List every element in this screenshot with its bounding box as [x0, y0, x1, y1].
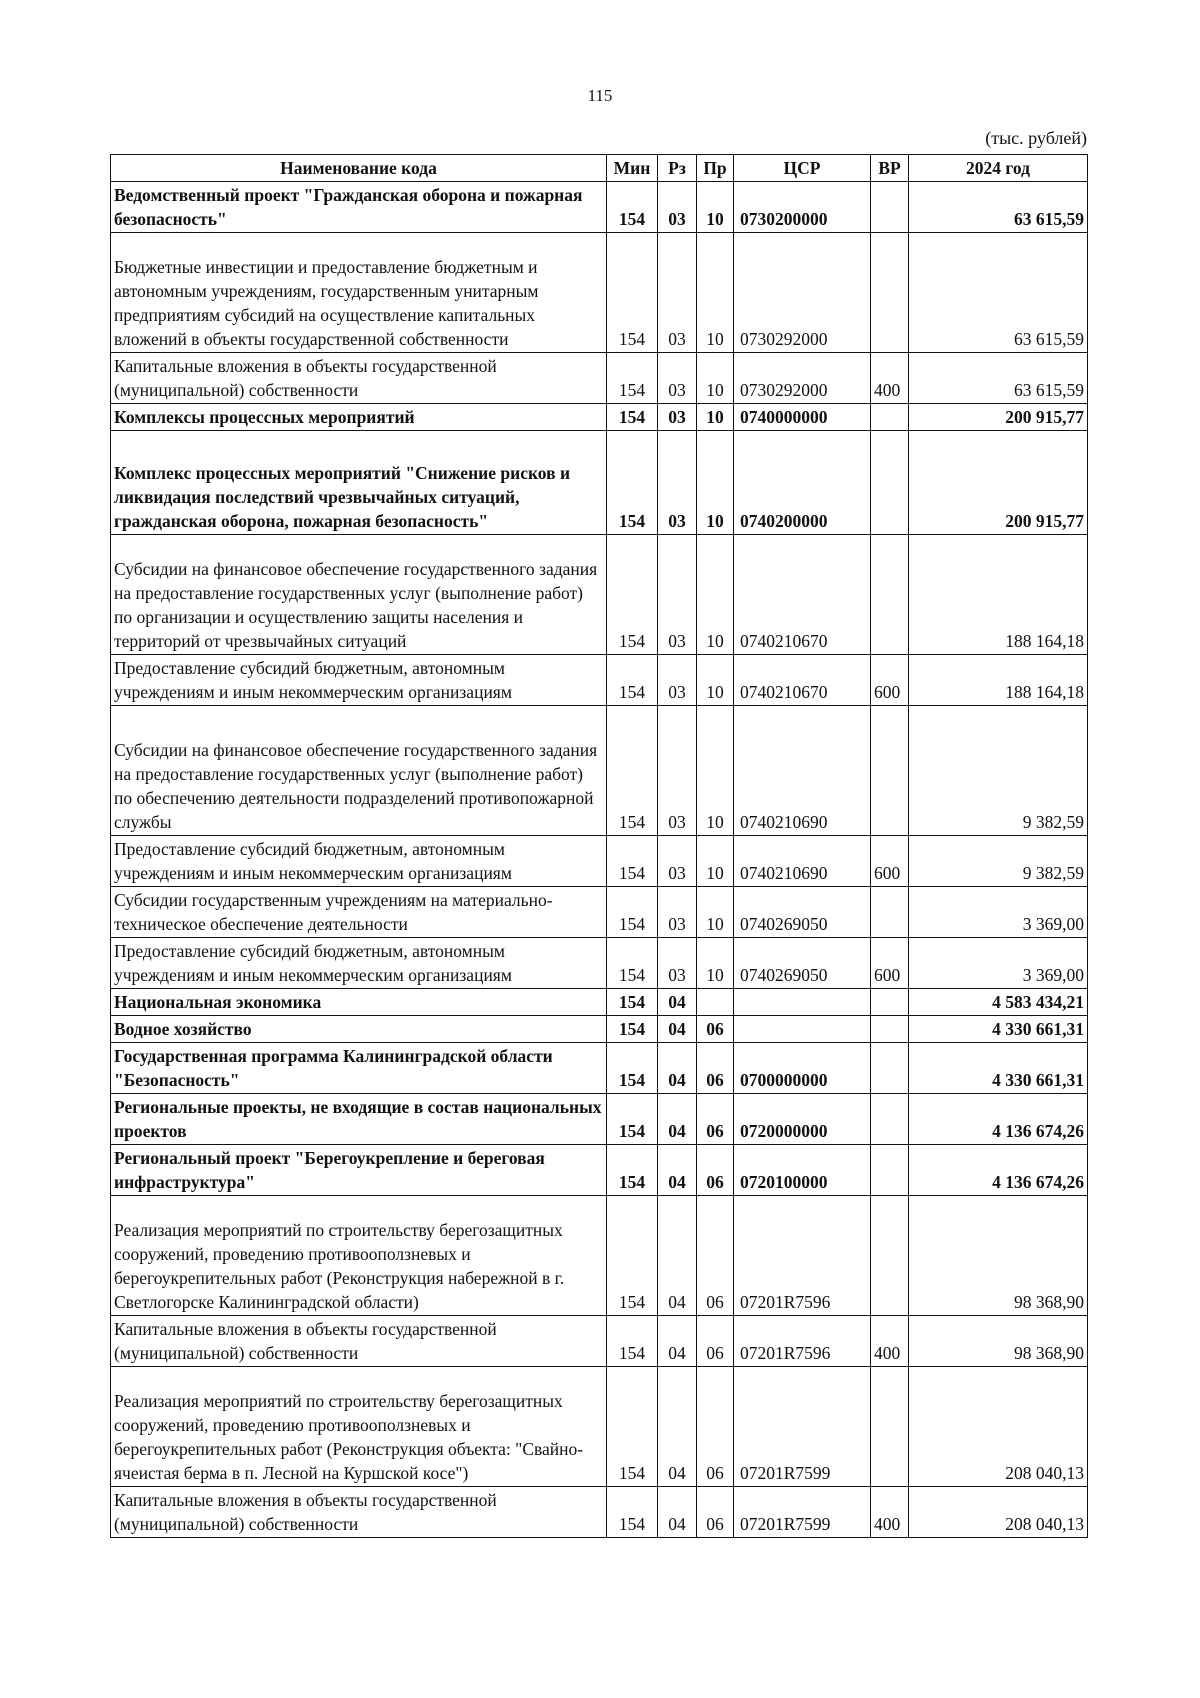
table-row	[111, 1016, 1088, 1043]
cell-name: Капитальные вложения в объекты государственной (муниципальной) собственности	[111, 1316, 607, 1367]
units-label: (тыс. рублей)	[985, 128, 1087, 148]
cell-name: Национальная экономика	[111, 989, 607, 1016]
cell-pr: 10	[697, 836, 734, 887]
cell-vr	[871, 535, 909, 655]
cell-name: Предоставление субсидий бюджетным, автономным учреждениям и иным некоммерческим организациям	[111, 655, 607, 706]
cell-sum: 4 136 674,26	[909, 1094, 1088, 1145]
table-row	[111, 535, 1088, 655]
cell-vr: 600	[871, 655, 909, 706]
cell-rz: 04	[658, 1367, 697, 1487]
cell-name: Региональные проекты, не входящие в состав национальных проектов	[111, 1094, 607, 1145]
table-row	[111, 353, 1088, 404]
cell-name: Ведомственный проект "Гражданская оборона и пожарная безопасность"	[111, 182, 607, 233]
column-header-csr: ЦСР	[734, 155, 871, 182]
cell-sum: 9 382,59	[909, 836, 1088, 887]
cell-sum: 63 615,59	[909, 182, 1088, 233]
cell-pr: 10	[697, 655, 734, 706]
cell-min: 154	[607, 1487, 658, 1538]
cell-pr: 10	[697, 353, 734, 404]
cell-pr: 06	[697, 1094, 734, 1145]
cell-min: 154	[607, 706, 658, 836]
cell-rz: 04	[658, 1196, 697, 1316]
cell-vr	[871, 1016, 909, 1043]
budget-table	[110, 154, 1088, 1538]
cell-csr: 0730292000	[734, 233, 871, 353]
cell-pr: 06	[697, 1043, 734, 1094]
cell-csr: 0740269050	[734, 938, 871, 989]
cell-name: Субсидии на финансовое обеспечение государственного задания на предоставление государственных услуг (выполнение работ) по обеспечению деятельности подразделений противопожарной службы	[111, 706, 607, 836]
cell-pr: 10	[697, 706, 734, 836]
cell-vr	[871, 706, 909, 836]
table-row	[111, 989, 1088, 1016]
cell-sum: 4 330 661,31	[909, 1016, 1088, 1043]
cell-rz: 04	[658, 1094, 697, 1145]
cell-rz: 03	[658, 233, 697, 353]
cell-name: Комплекс процессных мероприятий "Снижение рисков и ликвидация последствий чрезвычайных ситуаций, гражданская оборона, пожарная безопасность"	[111, 431, 607, 535]
cell-pr: 10	[697, 431, 734, 535]
cell-sum: 3 369,00	[909, 887, 1088, 938]
table-row	[111, 1145, 1088, 1196]
cell-csr: 0730292000	[734, 353, 871, 404]
cell-min: 154	[607, 1043, 658, 1094]
table-row	[111, 1196, 1088, 1316]
cell-pr: 06	[697, 1367, 734, 1487]
cell-csr: 0740210670	[734, 655, 871, 706]
cell-vr	[871, 1367, 909, 1487]
cell-min: 154	[607, 655, 658, 706]
table-row	[111, 1316, 1088, 1367]
cell-pr: 10	[697, 938, 734, 989]
column-header-name: Наименование кода	[111, 155, 607, 182]
cell-csr: 0720100000	[734, 1145, 871, 1196]
cell-name: Субсидии государственным учреждениям на материально-техническое обеспечение деятельности	[111, 887, 607, 938]
cell-vr: 600	[871, 836, 909, 887]
cell-sum: 208 040,13	[909, 1487, 1088, 1538]
cell-rz: 03	[658, 404, 697, 431]
cell-vr	[871, 404, 909, 431]
cell-csr: 07201R7599	[734, 1487, 871, 1538]
table-body	[111, 182, 1088, 1538]
cell-csr: 07201R7596	[734, 1196, 871, 1316]
cell-sum: 3 369,00	[909, 938, 1088, 989]
cell-min: 154	[607, 233, 658, 353]
cell-vr: 400	[871, 1487, 909, 1538]
cell-min: 154	[607, 1316, 658, 1367]
cell-vr	[871, 1043, 909, 1094]
cell-rz: 03	[658, 182, 697, 233]
cell-name: Субсидии на финансовое обеспечение государственного задания на предоставление государственных услуг (выполнение работ) по организации и осуществлению защиты населения и территорий от чрезвычайных ситуаций	[111, 535, 607, 655]
cell-name: Капитальные вложения в объекты государственной (муниципальной) собственности	[111, 353, 607, 404]
cell-min: 154	[607, 938, 658, 989]
cell-vr	[871, 1094, 909, 1145]
table-row	[111, 706, 1088, 836]
cell-sum: 200 915,77	[909, 404, 1088, 431]
cell-sum: 98 368,90	[909, 1316, 1088, 1367]
cell-csr: 0730200000	[734, 182, 871, 233]
cell-min: 154	[607, 836, 658, 887]
cell-sum: 188 164,18	[909, 655, 1088, 706]
cell-csr	[734, 989, 871, 1016]
cell-rz: 03	[658, 887, 697, 938]
cell-sum: 4 330 661,31	[909, 1043, 1088, 1094]
cell-vr	[871, 431, 909, 535]
cell-rz: 03	[658, 535, 697, 655]
cell-rz: 03	[658, 431, 697, 535]
cell-name: Региональный проект "Берегоукрепление и береговая инфраструктура"	[111, 1145, 607, 1196]
table-row	[111, 938, 1088, 989]
cell-sum: 208 040,13	[909, 1367, 1088, 1487]
cell-vr	[871, 989, 909, 1016]
cell-sum: 9 382,59	[909, 706, 1088, 836]
cell-rz: 03	[658, 706, 697, 836]
cell-vr: 600	[871, 938, 909, 989]
cell-csr: 0740200000	[734, 431, 871, 535]
cell-pr: 10	[697, 887, 734, 938]
column-header-year: 2024 год	[909, 155, 1088, 182]
cell-csr: 0740000000	[734, 404, 871, 431]
cell-csr: 0740210670	[734, 535, 871, 655]
cell-vr	[871, 1196, 909, 1316]
cell-csr: 0740210690	[734, 836, 871, 887]
cell-min: 154	[607, 431, 658, 535]
cell-name: Реализация мероприятий по строительству берегозащитных сооружений, проведению противооползневых и берегоукрепительных работ (Реконструкция набережной в г. Светлогорске Калининградской области)	[111, 1196, 607, 1316]
table-row	[111, 1043, 1088, 1094]
cell-csr	[734, 1016, 871, 1043]
column-header-rz: Рз	[658, 155, 697, 182]
table-header-row	[111, 155, 1088, 182]
table-row	[111, 836, 1088, 887]
cell-csr: 07201R7599	[734, 1367, 871, 1487]
cell-name: Государственная программа Калининградской области "Безопасность"	[111, 1043, 607, 1094]
cell-csr: 0740210690	[734, 706, 871, 836]
cell-pr: 06	[697, 1316, 734, 1367]
cell-pr: 06	[697, 1487, 734, 1538]
cell-sum: 188 164,18	[909, 535, 1088, 655]
cell-rz: 04	[658, 1016, 697, 1043]
cell-vr	[871, 182, 909, 233]
cell-csr: 07201R7596	[734, 1316, 871, 1367]
column-header-vr: ВР	[871, 155, 909, 182]
cell-vr	[871, 887, 909, 938]
cell-csr: 0720000000	[734, 1094, 871, 1145]
cell-pr: 10	[697, 535, 734, 655]
cell-rz: 03	[658, 938, 697, 989]
cell-rz: 04	[658, 1043, 697, 1094]
cell-sum: 63 615,59	[909, 353, 1088, 404]
cell-min: 154	[607, 1094, 658, 1145]
cell-sum: 98 368,90	[909, 1196, 1088, 1316]
table-row	[111, 1367, 1088, 1487]
cell-sum: 200 915,77	[909, 431, 1088, 535]
cell-rz: 04	[658, 1145, 697, 1196]
cell-min: 154	[607, 1145, 658, 1196]
cell-vr: 400	[871, 353, 909, 404]
cell-vr: 400	[871, 1316, 909, 1367]
cell-name: Бюджетные инвестиции и предоставление бюджетным и автономным учреждениям, государственным унитарным предприятиям субсидий на осуществление капитальных вложений в объекты государственной собственности	[111, 233, 607, 353]
cell-pr: 10	[697, 233, 734, 353]
cell-rz: 04	[658, 989, 697, 1016]
cell-name: Комплексы процессных мероприятий	[111, 404, 607, 431]
table-row	[111, 887, 1088, 938]
cell-pr: 06	[697, 1016, 734, 1043]
table-row	[111, 1487, 1088, 1538]
cell-min: 154	[607, 1367, 658, 1487]
cell-vr	[871, 1145, 909, 1196]
cell-csr: 0700000000	[734, 1043, 871, 1094]
cell-min: 154	[607, 182, 658, 233]
cell-rz: 03	[658, 655, 697, 706]
cell-min: 154	[607, 989, 658, 1016]
table-row	[111, 182, 1088, 233]
cell-rz: 03	[658, 353, 697, 404]
cell-sum: 4 136 674,26	[909, 1145, 1088, 1196]
column-header-pr: Пр	[697, 155, 734, 182]
cell-pr: 10	[697, 404, 734, 431]
table-row	[111, 233, 1088, 353]
table-row	[111, 431, 1088, 535]
cell-name: Реализация мероприятий по строительству берегозащитных сооружений, проведению противооползневых и берегоукрепительных работ (Реконструкция объекта: "Свайно-ячеистая берма в п. Лесной на Куршской косе")	[111, 1367, 607, 1487]
cell-pr	[697, 989, 734, 1016]
cell-min: 154	[607, 1196, 658, 1316]
cell-min: 154	[607, 404, 658, 431]
cell-pr: 10	[697, 182, 734, 233]
cell-rz: 04	[658, 1487, 697, 1538]
cell-min: 154	[607, 353, 658, 404]
cell-vr	[871, 233, 909, 353]
column-header-min: Мин	[607, 155, 658, 182]
cell-name: Предоставление субсидий бюджетным, автономным учреждениям и иным некоммерческим организациям	[111, 938, 607, 989]
cell-sum: 4 583 434,21	[909, 989, 1088, 1016]
cell-rz: 04	[658, 1316, 697, 1367]
cell-pr: 06	[697, 1196, 734, 1316]
table-row	[111, 1094, 1088, 1145]
cell-name: Капитальные вложения в объекты государственной (муниципальной) собственности	[111, 1487, 607, 1538]
page-number: 115	[587, 86, 613, 105]
cell-rz: 03	[658, 836, 697, 887]
table-row	[111, 655, 1088, 706]
cell-pr: 06	[697, 1145, 734, 1196]
cell-min: 154	[607, 535, 658, 655]
cell-name: Водное хозяйство	[111, 1016, 607, 1043]
cell-sum: 63 615,59	[909, 233, 1088, 353]
cell-min: 154	[607, 887, 658, 938]
table-row	[111, 404, 1088, 431]
cell-csr: 0740269050	[734, 887, 871, 938]
cell-name: Предоставление субсидий бюджетным, автономным учреждениям и иным некоммерческим организациям	[111, 836, 607, 887]
cell-min: 154	[607, 1016, 658, 1043]
